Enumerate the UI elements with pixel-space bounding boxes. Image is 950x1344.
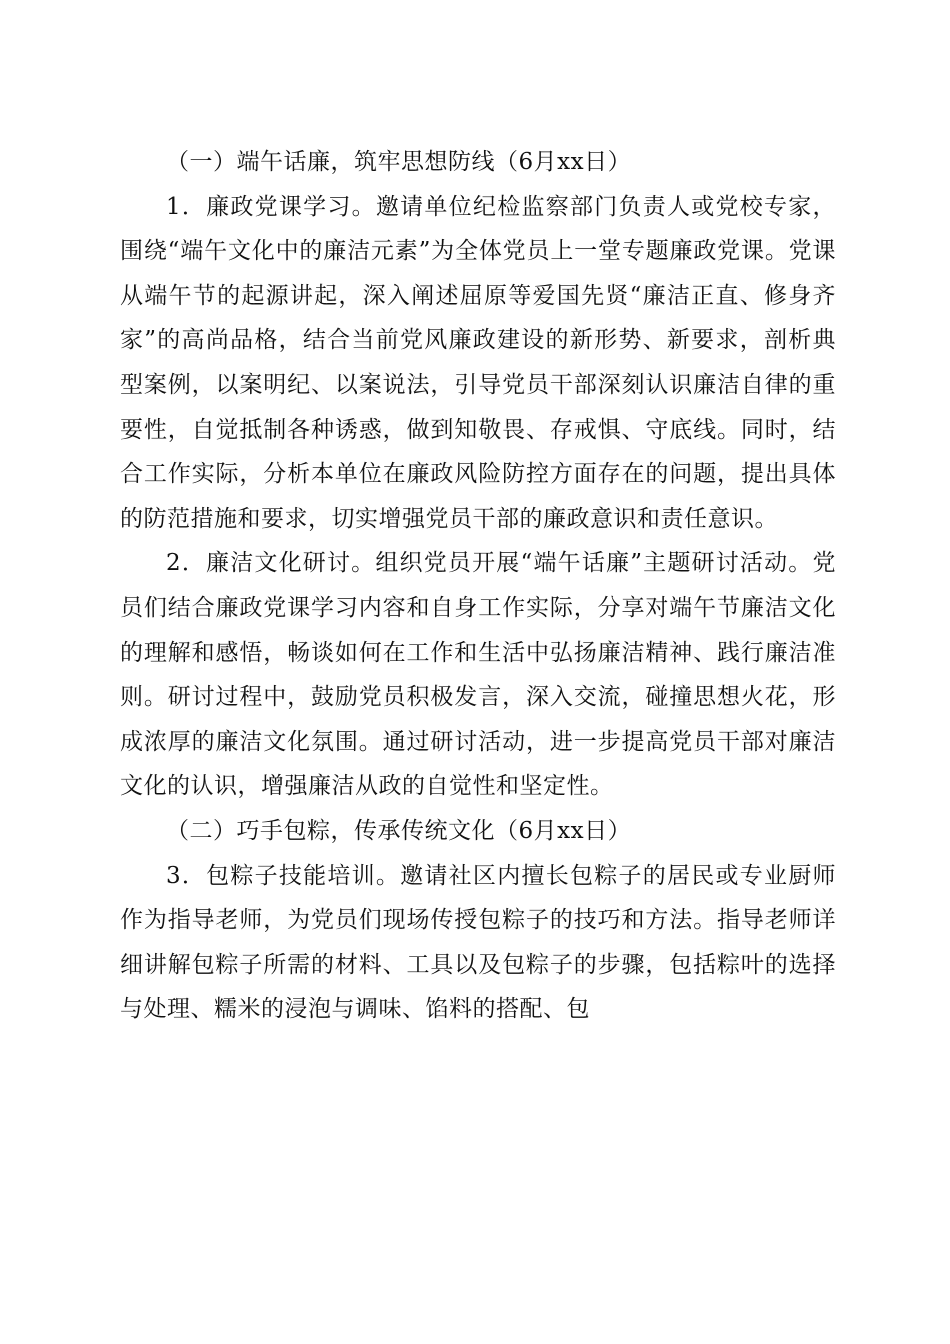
paragraph-party-lecture: 1．廉政党课学习。邀请单位纪检监察部门负责人或党校专家，围绕“端午文化中的廉洁元素”为全体党员上一堂专题廉政党课。党课从端午节的起源讲起，深入阐述屈原等爱国先贤“廉洁正直、修身齐家”的高尚品格，结合当前党风廉政建设的新形势、新要求，剖析典型案例，以案明纪、以案说法，引导党员干部深刻认识廉洁自律的重要性，自觉抵制各种诱惑，做到知敬畏、存戒惧、守底线。同时，结合工作实际，分析本单位在廉政风险防控方面存在的问题，提出具体的防范措施和要求，切实增强党员干部的廉政意识和责任意识。 — [120, 193, 836, 532]
document-body — [120, 140, 836, 1032]
paragraph-zongzi-training: 3．包粽子技能培训。邀请社区内擅长包粽子的居民或专业厨师作为指导老师，为党员们现场传授包粽子的技巧和方法。指导老师详细讲解包粽子所需的材料、工具以及包粽子的步骤，包括粽叶的选择与处理、糯米的浸泡与调味、馅料的搭配、包 — [120, 862, 836, 1023]
section-heading-1: （一）端午话廉，筑牢思想防线（6月xx日） — [166, 149, 632, 175]
section-heading-2: （二）巧手包粽，传承传统文化（6月xx日） — [166, 817, 632, 844]
paragraph-integrity-seminar: 2．廉洁文化研讨。组织党员开展“端午话廉”主题研讨活动。党员们结合廉政党课学习内容和自身工作实际，分享对端午节廉洁文化的理解和感悟，畅谈如何在工作和生活中弘扬廉洁精神、践行廉洁准则。研讨过程中，鼓励党员积极发言，深入交流，碰撞思想火花，形成浓厚的廉洁文化氛围。通过研讨活动，进一步提高党员干部对廉洁文化的认识，增强廉洁从政的自觉性和坚定性。 — [120, 550, 836, 800]
